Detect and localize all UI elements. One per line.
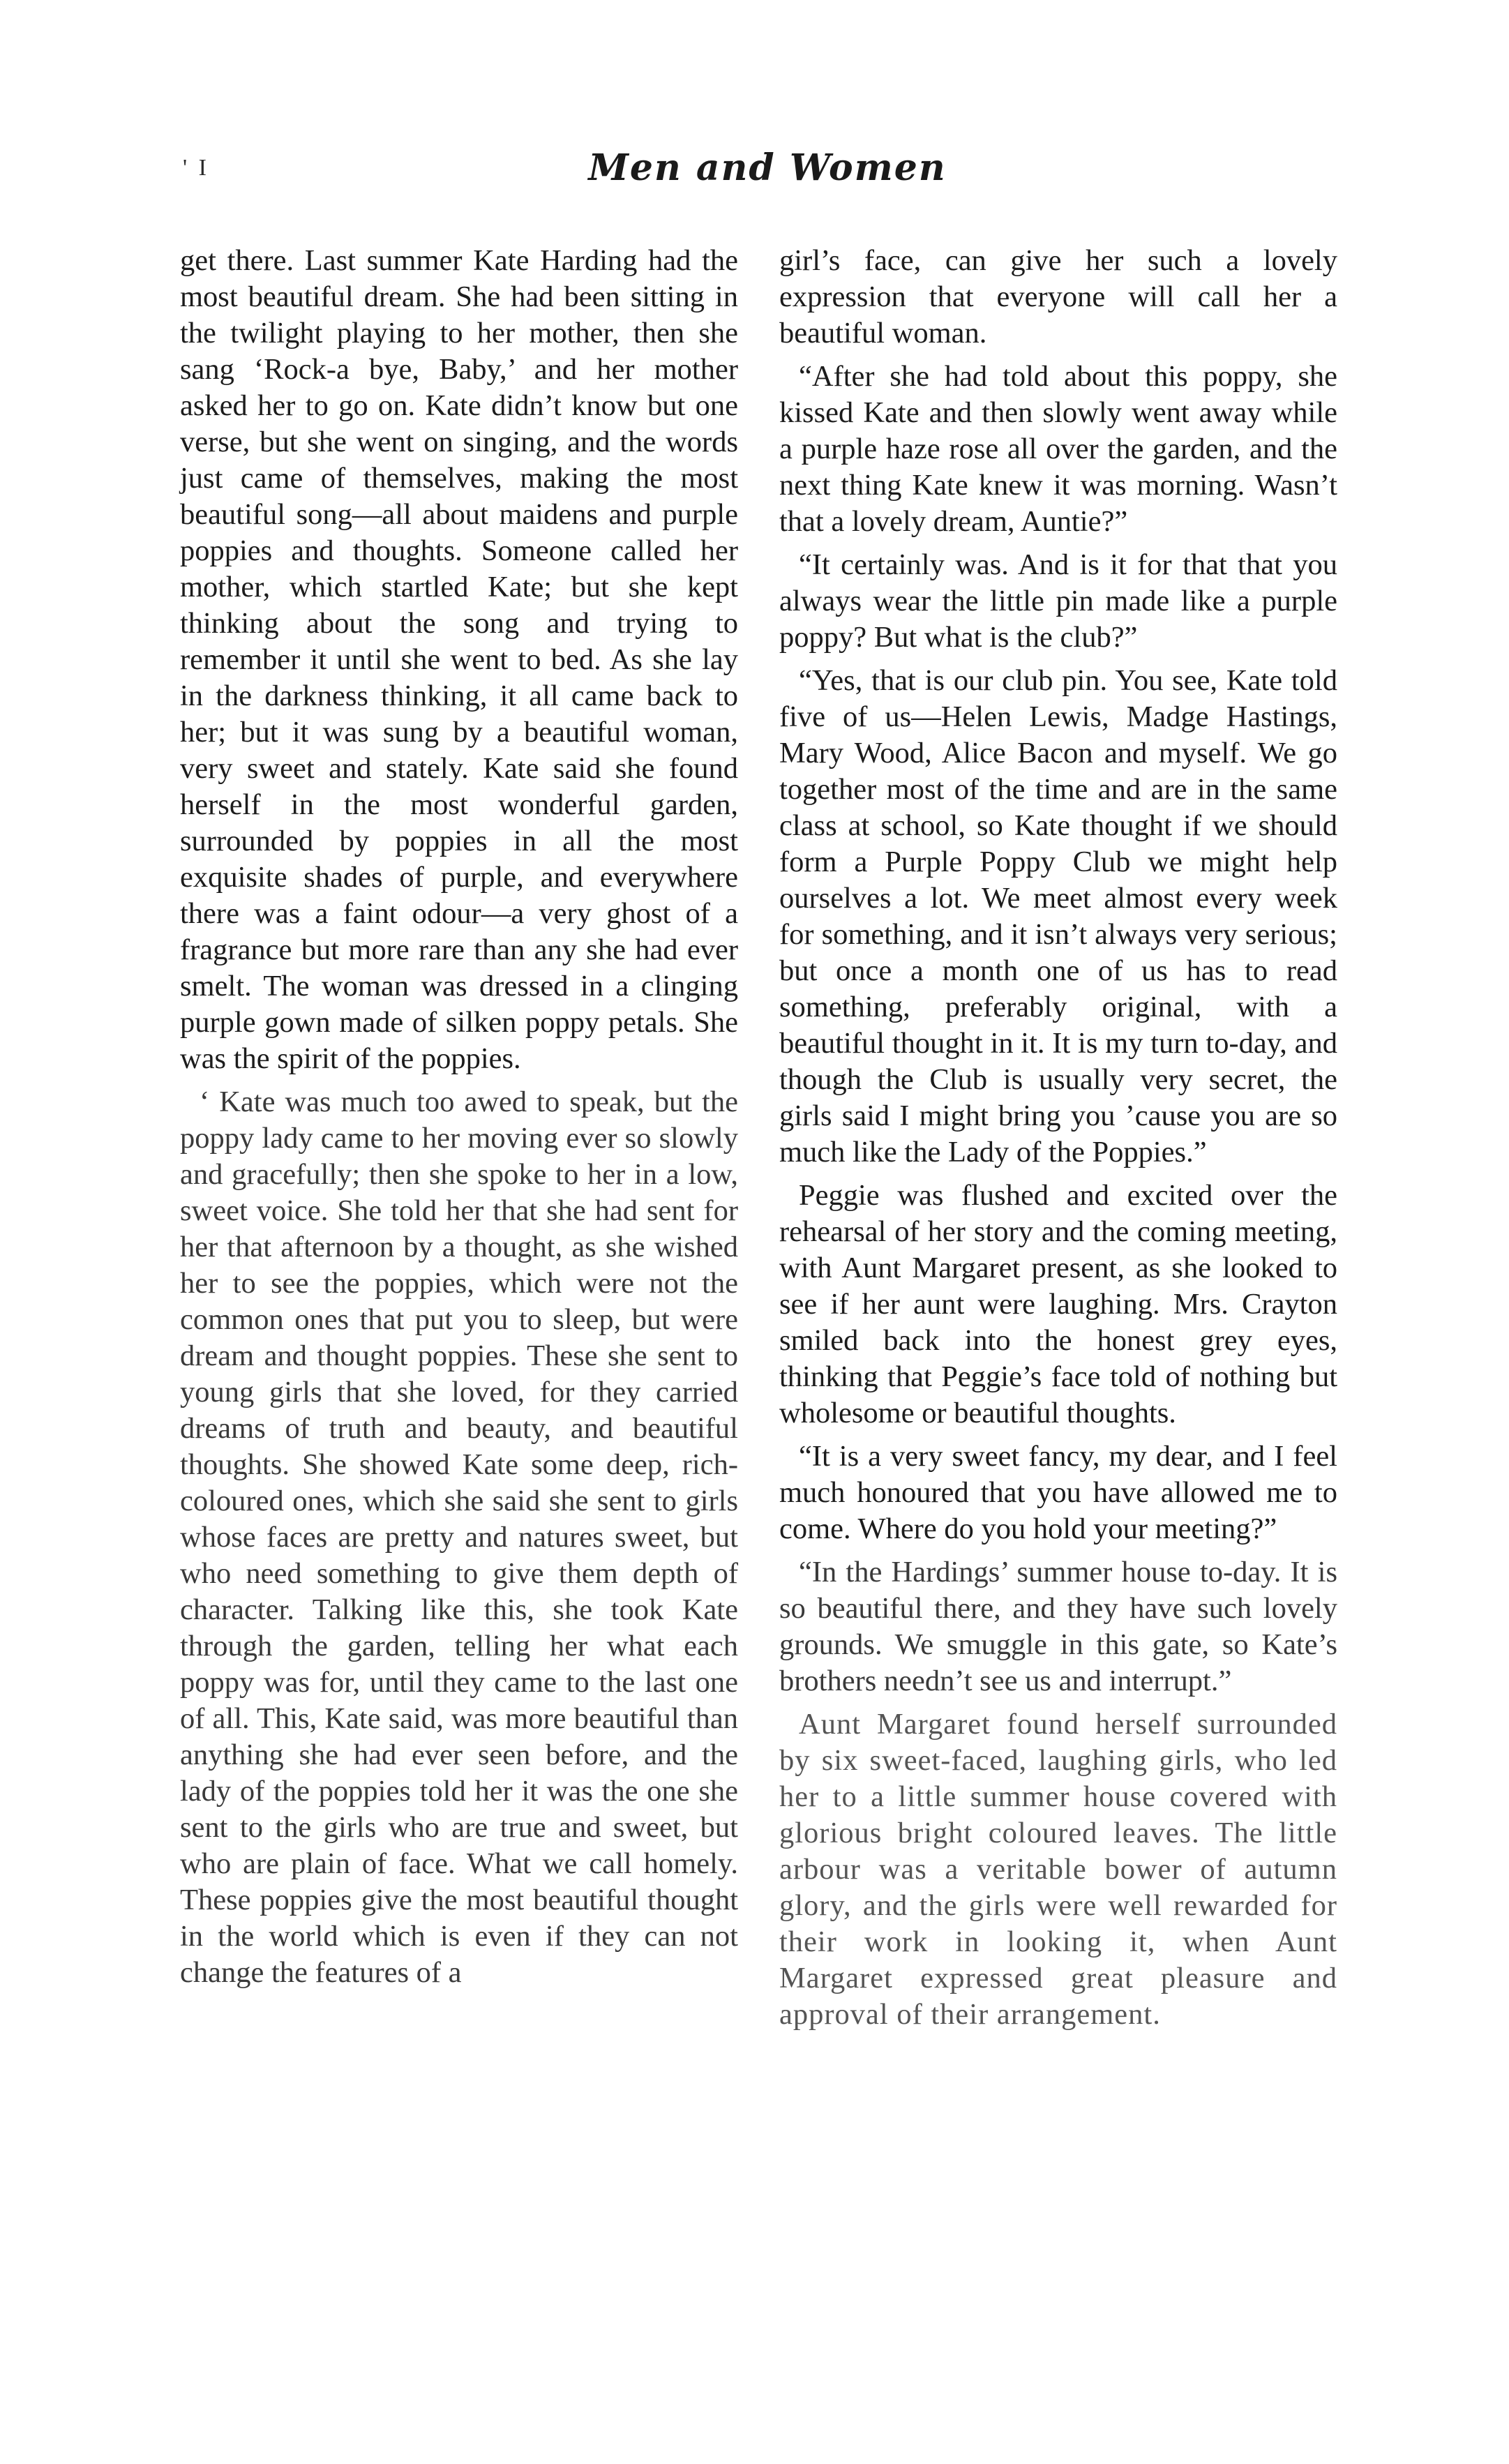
left-paragraph-2: ‘ Kate was much too awed to speak, but the poppy lady came to her moving ever so slowly and gracefully; then she spoke to her in a low, sweet voice. She told her that she had sent for her that afternoon by a thought, as she wished her to see the poppies, which were not the common ones that put you to sleep, but were dream and thought poppies. These she sent to young girls that she loved, for they carried dreams of truth and beauty, and beautiful thoughts. She showed Kate some deep, rich-coloured ones, which she said she sent to girls whose faces are pretty and natures sweet, but who need something to give them depth of character. Talking like this, she took Kate through the garden, telling her what each poppy was for, until they came to the last one of all. This, Kate said, was more beautiful than anything she had ever seen before, and the lady of the poppies told her it was the one she sent to the girls who are true and sweet, but who are plain of face. What we call homely. These poppies give the most beautiful thought in the world which is even if they can not change the features of a [180, 1085, 738, 1989]
right-paragraph-2: “After she had told about this poppy, she kissed Kate and then slowly went away while a purple haze rose all over the garden, and the next thing Kate knew it was morning. Wasn’t that a lovely dream, Auntie?” [779, 360, 1337, 538]
right-paragraph-7: “In the Hardings’ summer house to-day. It is so beautiful there, and they have such lovely grounds. We smuggle in this gate, so Kate’s brothers needn’t see us and interrupt.” [779, 1556, 1337, 1697]
right-text-column [779, 243, 1337, 2033]
running-title: Men and Women [588, 147, 947, 189]
right-paragraph-3: “It certainly was. And is it for that that you always wear the little pin made like a purple poppy? But what is the club?” [779, 548, 1337, 654]
right-paragraph-1: girl’s face, can give her such a lovely expression that everyone will call her a beautiful woman. [779, 244, 1337, 350]
right-paragraph-6: “It is a very sweet fancy, my dear, and I feel much honoured that you have allowed me to come. Where do you hold your meeting?” [779, 1440, 1337, 1545]
right-paragraph-8: Aunt Margaret found herself surrounded by six sweet-faced, laughing girls, who led her to a little summer house covered with glorious bright coloured leaves. The little arbour was a veritable bower of autumn glory, and the girls were well rewarded for their work in looking it, when Aunt Margaret expressed great pleasure and approval of their arrangement. [779, 1708, 1337, 2031]
right-paragraph-5: Peggie was flushed and excited over the rehearsal of her story and the coming meeting, with Aunt Margaret present, as she looked to see if her aunt were laughing. Mrs. Crayton smiled back into the honest grey eyes, thinking that Peggie’s face told of nothing but wholesome or beautiful thoughts. [779, 1179, 1337, 1429]
page-number: ' I [183, 155, 209, 181]
right-paragraph-4: “Yes, that is our club pin. You see, Kate told five of us—Helen Lewis, Madge Hastings, Mary Wood, Alice Bacon and myself. We go together most of the time and are in the same class at school, so Kate thought if we should form a Purple Poppy Club we might help ourselves a lot. We meet almost every week for something, and it isn’t always very serious; but once a month one of us has to read something, preferably original, with a beautiful thought in it. It is my turn to-day, and though the Club is usually very secret, the girls said I might bring you ’cause you are so much like the Lady of the Poppies.” [779, 664, 1337, 1169]
left-paragraph-1: get there. Last summer Kate Harding had the most beautiful dream. She had been sitting in the twilight playing to her mother, then she sang ‘Rock-a bye, Baby,’ and her mother asked her to go on. Kate didn’t know but one verse, but she went on singing, and the words just came of themselves, making the most beautiful song—all about maidens and purple poppies and thoughts. Someone called her mother, which startled Kate; but she kept thinking about the song and trying to remember it until she went to bed. As she lay in the darkness thinking, it all came back to her; but it was sung by a beautiful woman, very sweet and stately. Kate said she found herself in the most wonderful garden, surrounded by poppies in all the most exquisite shades of purple, and everywhere there was a faint odour—a very ghost of a fragrance but more rare than any she had ever smelt. The woman was dressed in a clinging purple gown made of silken poppy petals. She was the spirit of the poppies. [180, 244, 738, 1075]
left-text-column [180, 243, 738, 1991]
